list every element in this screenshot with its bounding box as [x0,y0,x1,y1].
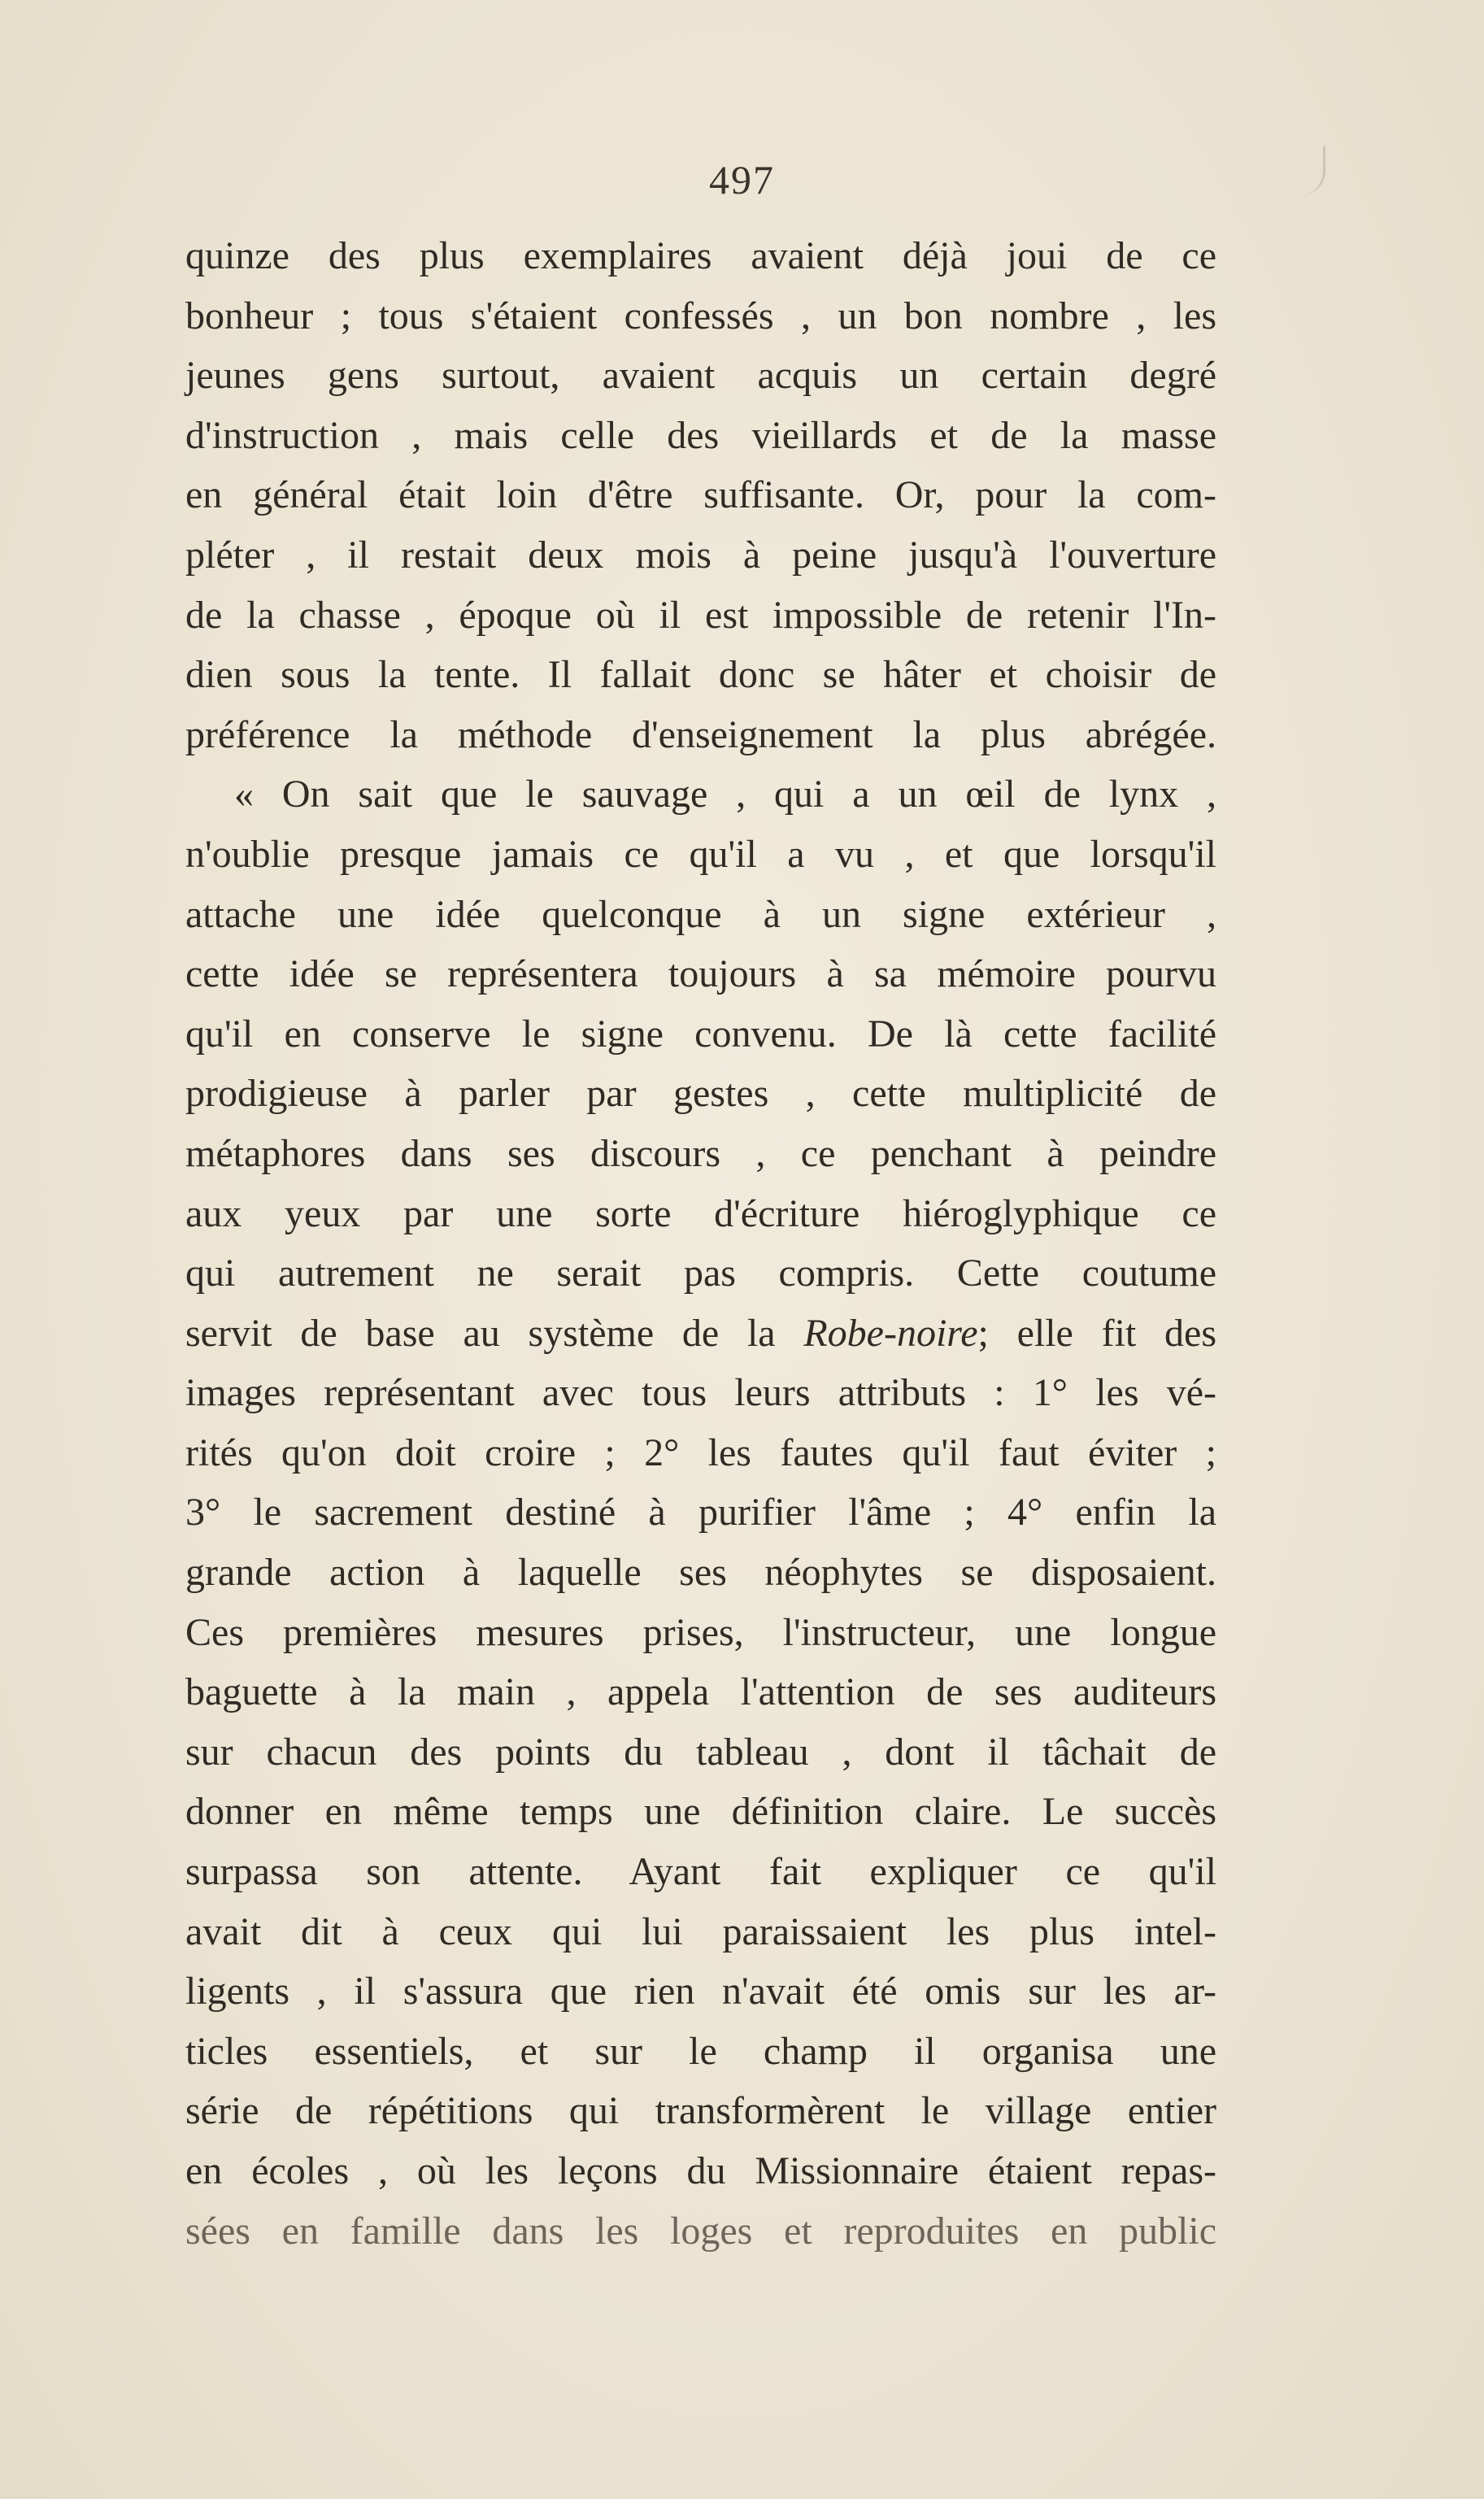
text-line: surpassa son attente. Ayant fait expliquer ce qu'il [185,1850,1216,1894]
text-line: qu'il en conserve le signe convenu. De là cette facilité [185,1012,1216,1056]
text-line: sées en famille dans les loges et reproduites en public [185,2209,1216,2253]
text-line-paragraph-start: « On sait que le sauvage , qui a un œil de lynx , [234,773,1216,816]
text-line: Ces premières mesures prises, l'instructeur, une longue [185,1610,1216,1654]
text-line: métaphores dans ses discours , ce penchant à peindre [185,1131,1216,1175]
text-line: de la chasse , époque où il est impossible de retenir l'In- [185,593,1216,637]
text-line: en général était loin d'être suffisante. Or, pour la com- [185,473,1216,517]
body-text [185,226,1216,2261]
text-line: avait dit à ceux qui lui paraissaient les plus intel- [185,1909,1216,1953]
text-line: rités qu'on doit croire ; 2° les fautes qu'il faut éviter ; [185,1430,1216,1474]
text-line: donner en même temps une définition claire. Le succès [185,1790,1216,1834]
text-line: baguette à la main , appela l'attention de ses auditeurs [185,1670,1216,1714]
text-line: ligents , il s'assura que rien n'avait été omis sur les ar- [185,1970,1216,2014]
text-line: en écoles , où les leçons du Missionnaire étaient repas- [185,2149,1216,2192]
text-line: images représentant avec tous leurs attributs : 1° les vé- [185,1371,1216,1415]
text-line: cette idée se représentera toujours à sa mémoire pourvu [185,952,1216,996]
text-line-mixed [185,1304,1216,1364]
text-line: jeunes gens surtout, avaient acquis un certain degré [185,354,1216,398]
text-fragment: ; elle fit des [977,1311,1216,1355]
text-line: aux yeux par une sorte d'écriture hiéroglyphique ce [185,1191,1216,1235]
text-line: qui autrement ne serait pas compris. Cette coutume [185,1252,1216,1295]
page-number: 497 [709,157,775,202]
italic-term: Robe-noire [803,1311,978,1355]
text-line: grande action à laquelle ses néophytes se disposaient. [185,1551,1216,1595]
text-line: sur chacun des points du tableau , dont il tâchait de [185,1730,1216,1774]
text-line: série de répétitions qui transformèrent le village entier [185,2089,1216,2133]
text-line: ticles essentiels, et sur le champ il organisa une [185,2029,1216,2073]
text-fragment: servit de base au système de la [185,1311,804,1355]
text-line: attache une idée quelconque à un signe extérieur , [185,892,1216,936]
text-line: préférence la méthode d'enseignement la plus abrégée. [185,712,1216,756]
text-line: quinze des plus exemplaires avaient déjà joui de ce [185,234,1216,277]
text-line: d'instruction , mais celle des vieillards et de la masse [185,413,1216,457]
text-line: 3° le sacrement destiné à purifier l'âme ; 4° enfin la [185,1491,1216,1535]
text-line: dien sous la tente. Il fallait donc se hâter et choisir de [185,653,1216,697]
text-line: bonheur ; tous s'étaient confessés , un bon nombre , les [185,294,1216,337]
text-line: prodigieuse à parler par gestes , cette multiplicité de [185,1072,1216,1116]
text-line: n'oublie presque jamais ce qu'il a vu , et que lorsqu'il [185,832,1216,876]
text-line: pléter , il restait deux mois à peine jusqu'à l'ouverture [185,533,1216,577]
